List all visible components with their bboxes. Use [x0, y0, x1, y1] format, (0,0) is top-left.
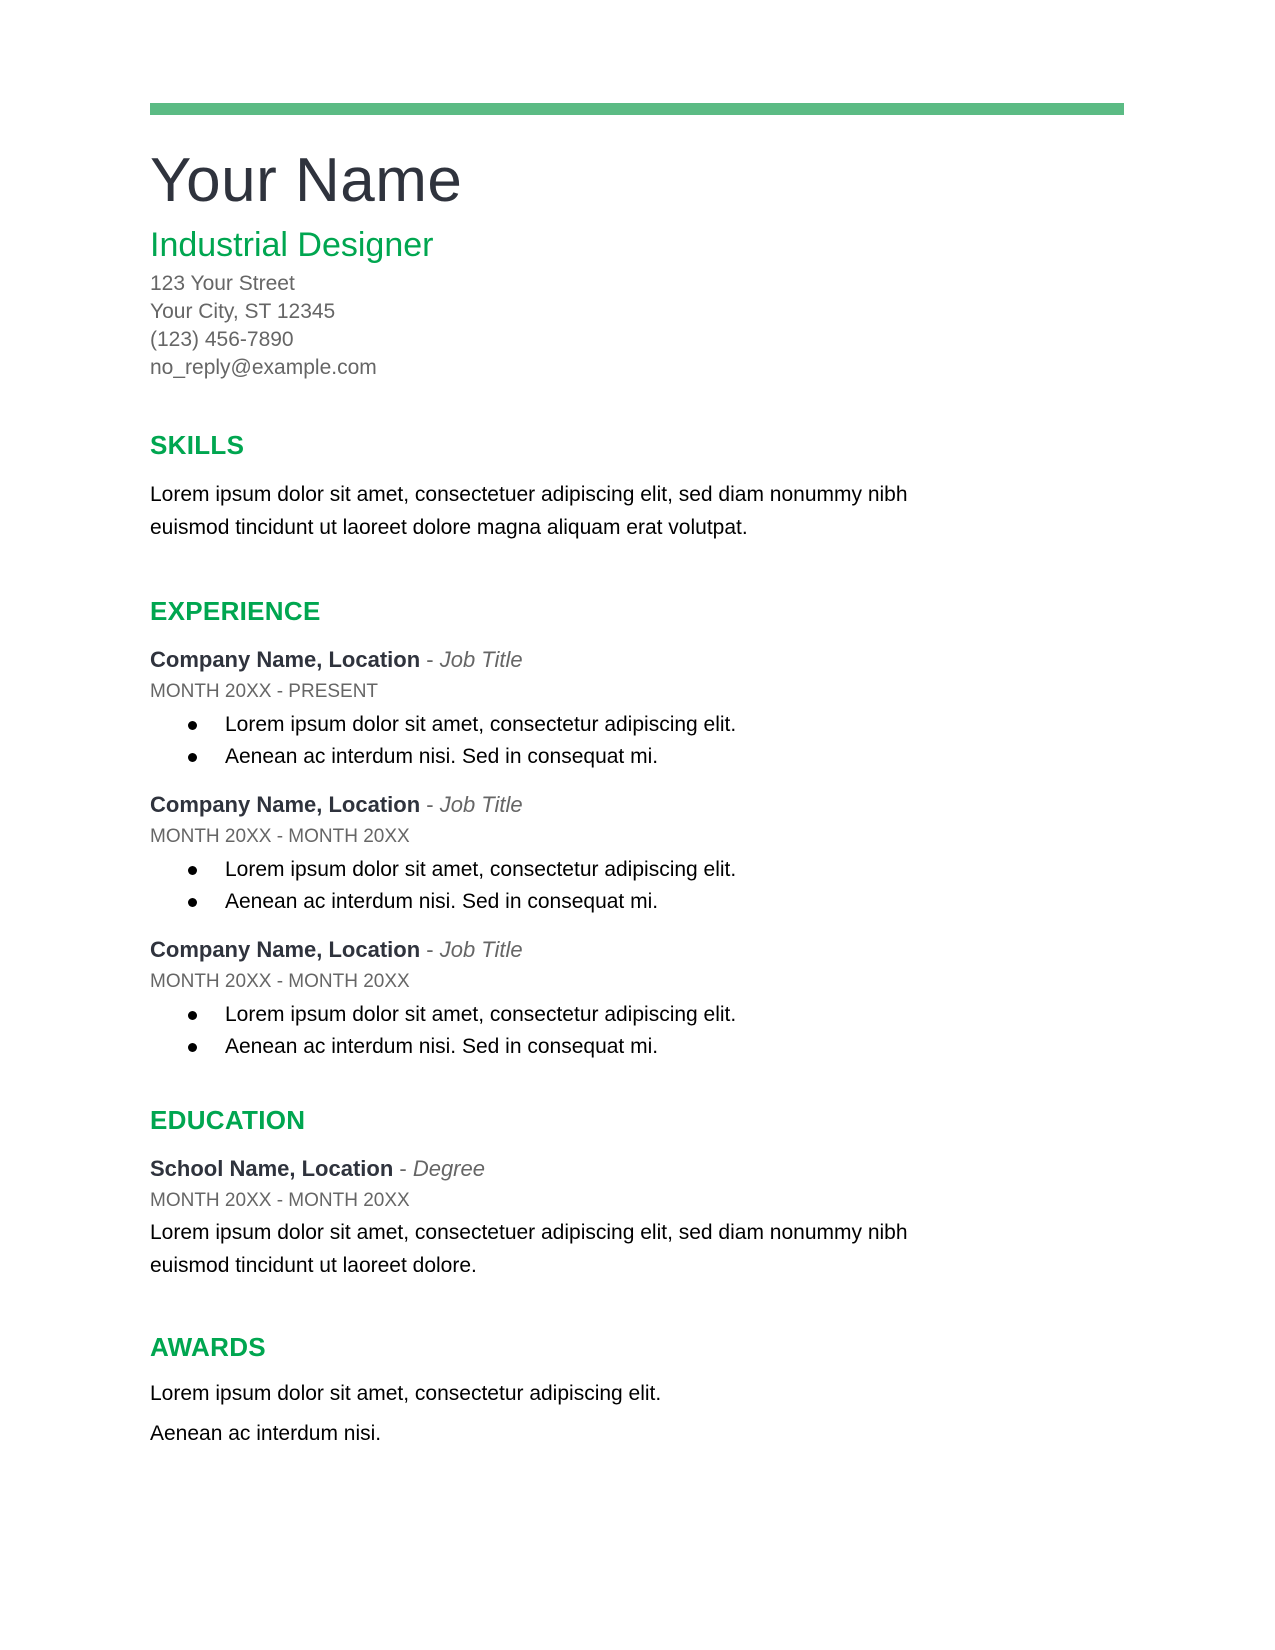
contact-phone: (123) 456-7890 [150, 328, 294, 351]
candidate-role: Industrial Designer [150, 226, 434, 264]
job-dates: MONTH 20XX - MONTH 20XX [150, 826, 410, 847]
job-title: Job Title [439, 792, 523, 817]
header-rule [150, 103, 1124, 115]
job-company: Company Name, Location [150, 647, 421, 672]
contact-block [150, 270, 1110, 382]
job-bullet [150, 709, 1110, 741]
bullet-icon [188, 1043, 197, 1052]
resume-content [150, 140, 1110, 1460]
school-name: School Name, Location [150, 1156, 394, 1181]
contact-email: no_reply@example.com [150, 356, 377, 379]
job-bullets [150, 709, 1110, 773]
job-bullet-text: Aenean ac interdum nisi. Sed in consequat mi. [225, 1035, 659, 1058]
job-title: Job Title [439, 937, 523, 962]
job-separator: - [420, 937, 440, 962]
education-heading: EDUCATION [150, 1105, 306, 1135]
bullet-icon [188, 1011, 197, 1020]
education-separator: - [393, 1156, 413, 1181]
job-entry [150, 934, 1110, 1063]
job-bullets [150, 854, 1110, 918]
education-section [150, 1103, 1110, 1282]
award-line: Aenean ac interdum nisi. [150, 1422, 382, 1445]
job-company: Company Name, Location [150, 937, 421, 962]
bullet-icon [188, 753, 197, 762]
job-bullet [150, 886, 1110, 918]
job-bullet-text: Lorem ipsum dolor sit amet, consectetur adipiscing elit. [225, 858, 737, 881]
skills-section [150, 428, 1110, 544]
education-dates: MONTH 20XX - MONTH 20XX [150, 1190, 410, 1211]
job-separator: - [420, 647, 440, 672]
job-bullet [150, 1031, 1110, 1063]
award-line: Lorem ipsum dolor sit amet, consectetur adipiscing elit. [150, 1382, 662, 1405]
skills-heading: SKILLS [150, 430, 245, 460]
awards-section [150, 1330, 1110, 1448]
awards-heading: AWARDS [150, 1332, 266, 1362]
job-bullet-text: Aenean ac interdum nisi. Sed in consequat mi. [225, 890, 659, 913]
job-dates: MONTH 20XX - MONTH 20XX [150, 971, 410, 992]
skills-text: Lorem ipsum dolor sit amet, consectetuer adipiscing elit, sed diam nonummy nibh euismod tincidunt ut laoreet dolore magna aliquam erat volutpat. [150, 483, 908, 539]
education-text: Lorem ipsum dolor sit amet, consectetuer adipiscing elit, sed diam nonummy nibh euismod tincidunt ut laoreet dolore. [150, 1221, 908, 1277]
job-bullet-text: Lorem ipsum dolor sit amet, consectetur adipiscing elit. [225, 713, 737, 736]
job-header [150, 644, 1110, 676]
bullet-icon [188, 898, 197, 907]
job-bullet [150, 999, 1110, 1031]
job-entry [150, 644, 1110, 773]
job-separator: - [420, 792, 440, 817]
bullet-icon [188, 721, 197, 730]
job-header [150, 789, 1110, 821]
bullet-icon [188, 866, 197, 875]
job-dates: MONTH 20XX - PRESENT [150, 681, 379, 702]
education-degree: Degree [412, 1156, 485, 1181]
job-entry [150, 789, 1110, 918]
experience-heading: EXPERIENCE [150, 596, 321, 626]
job-bullet-text: Aenean ac interdum nisi. Sed in consequat mi. [225, 745, 659, 768]
contact-city: Your City, ST 12345 [150, 300, 336, 323]
job-bullets [150, 999, 1110, 1063]
contact-street: 123 Your Street [150, 272, 295, 295]
candidate-name: Your Name [150, 146, 463, 215]
experience-section [150, 594, 1110, 1063]
job-title: Job Title [439, 647, 523, 672]
job-bullet-text: Lorem ipsum dolor sit amet, consectetur adipiscing elit. [225, 1003, 737, 1026]
job-company: Company Name, Location [150, 792, 421, 817]
job-bullet [150, 741, 1110, 773]
job-bullet [150, 854, 1110, 886]
job-header [150, 934, 1110, 966]
education-header [150, 1153, 1110, 1185]
